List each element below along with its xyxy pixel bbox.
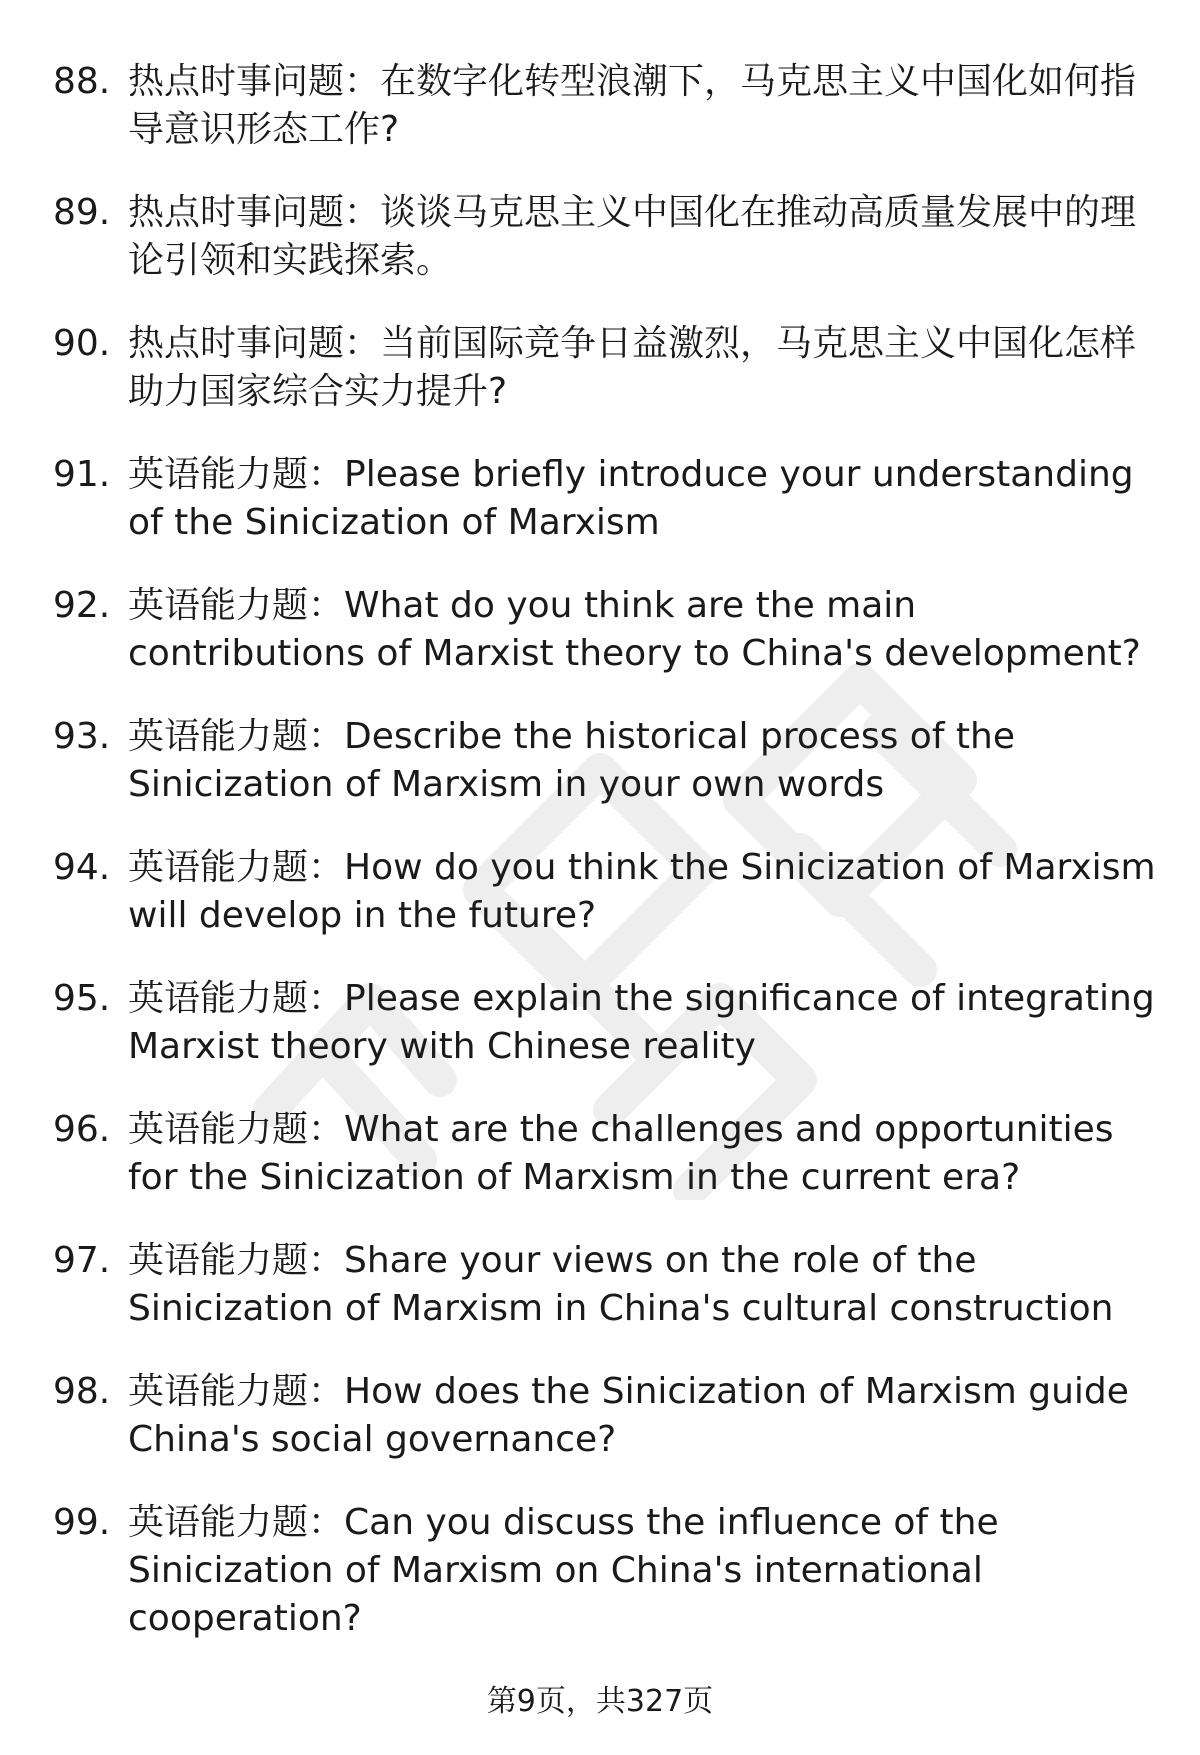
question-number: 93. (53, 716, 111, 757)
question-number: 99. (53, 1502, 111, 1543)
question-text: 英语能力题：Please briefly introduce your understanding of the Sinicization of Marxism (128, 454, 1134, 543)
question-text: 英语能力题：What do you think are the main contributions of Marxist theory to China's development? (128, 585, 1141, 674)
question-item-95 (0, 975, 1200, 1071)
question-text: 热点时事问题：当前国际竞争日益激烈，马克思主义中国化怎样助力国家综合实力提升? (128, 323, 1137, 412)
question-item-90 (0, 320, 1200, 416)
question-number: 96. (53, 1109, 111, 1150)
question-list (0, 58, 1200, 1643)
question-text: 热点时事问题：谈谈马克思主义中国化在推动高质量发展中的理论引领和实践探索。 (128, 192, 1137, 281)
question-number: 89. (53, 192, 111, 233)
question-text: 英语能力题：Please explain the significance of integrating Marxist theory with Chinese reality (128, 978, 1155, 1067)
question-item-88 (0, 58, 1200, 154)
question-text: 英语能力题：How do you think the Sinicization of Marxism will develop in the future? (128, 847, 1156, 936)
question-text: 英语能力题：Describe the historical process of the Sinicization of Marxism in your own words (128, 716, 1016, 805)
question-item-99 (0, 1499, 1200, 1643)
question-number: 98. (53, 1371, 111, 1412)
question-number: 95. (53, 978, 111, 1019)
question-number: 88. (53, 61, 111, 102)
question-text: 热点时事问题：在数字化转型浪潮下，马克思主义中国化如何指导意识形态工作? (128, 61, 1137, 150)
question-number: 90. (53, 323, 111, 364)
question-number: 97. (53, 1240, 111, 1281)
question-number: 92. (53, 585, 111, 626)
question-text: 英语能力题：What are the challenges and opportunities for the Sinicization of Marxism in the current era? (128, 1109, 1114, 1198)
question-text: 英语能力题：How does the Sinicization of Marxism guide China's social governance? (128, 1371, 1129, 1460)
question-item-93 (0, 713, 1200, 809)
question-number: 94. (53, 847, 111, 888)
question-item-96 (0, 1106, 1200, 1202)
question-number: 91. (53, 454, 111, 495)
question-item-98 (0, 1368, 1200, 1464)
question-text: 英语能力题：Can you discuss the influence of the Sinicization of Marxism on China's international cooperation? (128, 1502, 999, 1639)
page-footer: 第9页，共327页 (486, 1684, 714, 1719)
question-item-92 (0, 582, 1200, 678)
question-item-91 (0, 451, 1200, 547)
question-item-89 (0, 189, 1200, 285)
question-item-97 (0, 1237, 1200, 1333)
question-text: 英语能力题：Share your views on the role of the Sinicization of Marxism in China's cultural construction (128, 1240, 1114, 1329)
question-item-94 (0, 844, 1200, 940)
